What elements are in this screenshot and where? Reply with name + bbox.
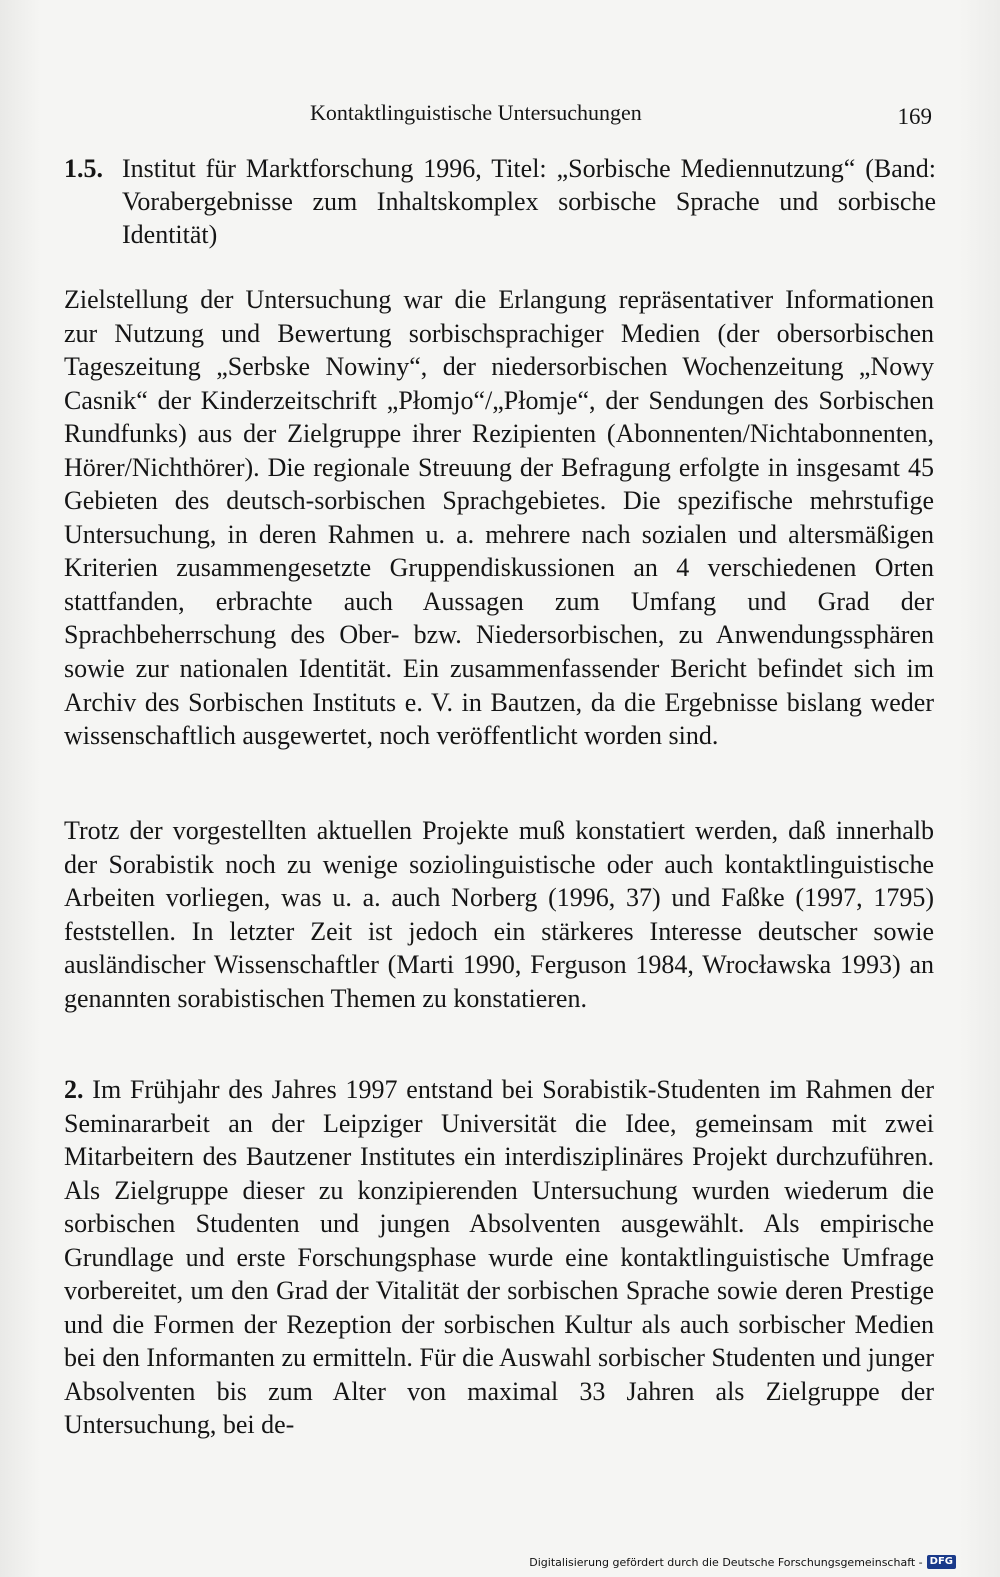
paragraph-project — [64, 1073, 934, 1442]
paragraph-project-text: Im Frühjahr des Jahres 1997 entstand bei Sorabistik-Studenten im Rahmen der Seminararbeit an der Leipziger Universität die Idee, gemeinsam mit zwei Mitarbeitern des Bautzener Institutes ein interdisziplinäres Projekt durchzuführen. Als Zielgruppe dieser zu konzipierenden Untersuchung wurden wiederum die sorbischen Studenten und jungen Absolventen ausgewählt. Als empirische Grundlage und erste Forschungsphase wurde eine kontaktlinguistische Umfrage vorbereitet, um den Grad der Vitalität der sorbischen Sprache sowie deren Prestige und die Formen der Rezeption der sorbischen Kultur als auch sorbischer Medien bei den Informanten zu ermitteln. Für die Auswahl sorbischer Studenten und junger Absolventen bis zum Alter von maximal 33 Jahren als Zielgruppe der Untersuchung, bei de- — [64, 1075, 934, 1440]
section-heading — [64, 152, 936, 251]
paragraph-research-gap: Trotz der vorgestellten aktuellen Projekte muß konstatiert werden, daß innerhalb der Sorabistik noch zu wenige soziolinguistische oder auch kontaktlinguistische Arbeiten vorliegen, was u. a. auch Norberg (1996, 37) und Faßke (1997, 1795) feststellen. In letzter Zeit ist jedoch ein stärkeres Interesse deutscher sowie ausländischer Wissenschaftler (Marti 1990, Ferguson 1984, Wrocławska 1993) an genannten sorabistischen Themen zu konstatieren. — [64, 816, 934, 1013]
paragraph-objective: Zielstellung der Untersuchung war die Erlangung repräsentativer Informationen zur Nutzung und Bewertung sorbischsprachiger Medien (der obersorbischen Tageszeitung „Serbske Nowiny“, der niedersorbischen Wochenzeitung „Nowy Casnik“ der Kinderzeitschrift „Płomjo“/„Płomje“, der Sendungen des Sorbischen Rundfunks) aus der Zielgruppe ihrer Rezipienten (Abonnenten/Nichtabonnenten, Hörer/Nichthörer). Die regionale Streuung der Befragung erfolgte in insgesamt 45 Gebieten des deutsch-sorbischen Sprachgebietes. Die spezifische mehrstufige Untersuchung, in deren Rahmen u. a. mehrere nach sozialen und altersmäßigen Kriterien zusammengesetzte Gruppendiskussionen an 4 verschiedenen Orten stattfanden, erbrachte auch Aussagen zum Umfang und Grad der Sprachbeherrschung des Ober- bzw. Niedersorbischen, zu Anwendungssphären sowie zur nationalen Identität. Ein zusammenfassender Bericht befindet sich im Archiv des Sorbischen Instituts e. V. in Bautzen, da die Ergebnisse bislang weder wissenschaftlich ausgewertet, noch veröffentlicht worden sind. — [64, 285, 934, 751]
section-number: 1.5. — [64, 154, 103, 183]
running-head — [64, 98, 936, 132]
dfg-logo: DFG — [927, 1555, 956, 1569]
section-number-2: 2. — [64, 1075, 84, 1104]
running-title: Kontaktlinguistische Untersuchungen — [310, 100, 642, 125]
section-title: Institut für Marktforschung 1996, Titel: „Sorbische Mediennutzung“ (Band: Vorabergebnisse zum Inhaltskomplex sorbische Sprache und sorbische Identität) — [122, 154, 936, 249]
digitization-credit — [529, 1555, 956, 1569]
page-number: 169 — [897, 104, 932, 129]
credit-text: Digitalisierung gefördert durch die Deutsche Forschungsgemeinschaft - — [529, 1555, 923, 1569]
